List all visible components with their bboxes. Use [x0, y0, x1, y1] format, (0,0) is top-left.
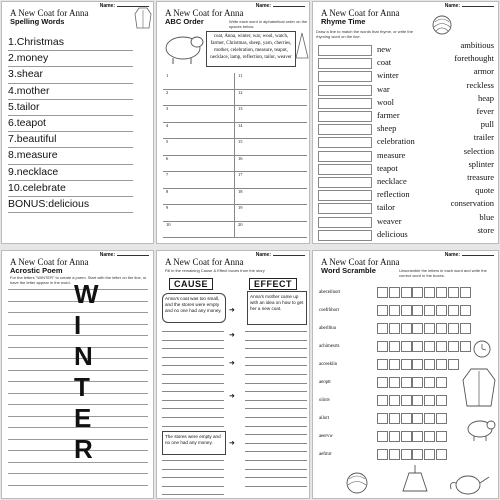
rhyme-left-word: farmer	[377, 110, 400, 120]
tree-icon	[295, 32, 309, 62]
rhyme-left-word: war	[377, 83, 390, 94]
rhyme-answer-box[interactable]	[318, 230, 372, 241]
rhyme-left-word: winter	[377, 70, 399, 81]
effect-line[interactable]	[245, 348, 307, 349]
row-number: 4	[163, 123, 235, 139]
row-number: 9	[163, 205, 235, 221]
spelling-word: 8.measure	[8, 148, 133, 164]
rhyme-right-word: conservation	[450, 198, 494, 209]
effect-line[interactable]	[245, 400, 307, 401]
scrambled-word: abeceilnort	[319, 290, 341, 295]
rhyme-answer-box[interactable]	[318, 71, 372, 82]
rhyme-right-word: forethought	[454, 53, 494, 64]
page-title: A New Coat for Anna	[321, 8, 400, 18]
effect-line[interactable]	[245, 417, 307, 418]
letter-box[interactable]	[389, 377, 400, 388]
row-number: 18	[238, 188, 243, 194]
letter-box[interactable]	[424, 413, 435, 424]
cause-line[interactable]	[162, 400, 224, 401]
row-number: 14	[238, 122, 243, 128]
letter-box[interactable]	[448, 359, 459, 370]
instructions: Fill in the remaining Cause & Effect boxes from the story	[165, 268, 265, 273]
arrow-icon: ➜	[229, 307, 235, 314]
row-number: 1	[163, 73, 235, 89]
instructions: Draw a line to match the words that rhyme, or write the rhyming word on the line.	[316, 29, 413, 39]
letter-box[interactable]	[436, 431, 447, 442]
rhyme-right-word: armor	[473, 66, 494, 77]
rhyme-left-word: teapot	[377, 162, 398, 173]
effect-box-1: Anna's mother came up with an idea on how to get her a new coat.	[247, 291, 307, 325]
writing-line[interactable]	[8, 473, 148, 474]
letter-box[interactable]	[377, 449, 388, 460]
letter-box[interactable]	[424, 449, 435, 460]
spelling-list	[8, 35, 133, 213]
rhyme-answer-box[interactable]	[318, 177, 372, 188]
letter-box[interactable]	[377, 305, 388, 316]
name-label: Name:	[445, 3, 494, 9]
rhyme-answer-box[interactable]	[318, 190, 372, 201]
row-number: 7	[163, 172, 235, 188]
cause-box-2: The stores were empty and no one had any money.	[162, 431, 226, 455]
letter-box[interactable]	[389, 413, 400, 424]
letter-box[interactable]	[436, 449, 447, 460]
scrambled-word: oiintv	[319, 398, 331, 403]
row-number: 12	[238, 89, 243, 95]
page-subtitle: ABC Order	[165, 17, 204, 26]
rhyme-left-word: sheep	[377, 123, 397, 134]
rhyme-left-word: reflection	[377, 189, 410, 200]
letter-box[interactable]	[436, 341, 447, 352]
name-label: Name:	[256, 252, 305, 258]
acrostic-page	[1, 250, 154, 499]
scrambled-word: achimesrts	[319, 344, 340, 349]
coat-icon	[134, 6, 152, 30]
arrow-icon: ➜	[229, 332, 235, 339]
spelling-word: 2.money	[8, 51, 133, 67]
rhyme-answer-box[interactable]	[318, 137, 372, 148]
rhyme-left-word: celebration	[377, 136, 415, 147]
effect-line[interactable]	[245, 451, 307, 452]
yarn-icon	[431, 14, 453, 36]
cause-line[interactable]	[162, 460, 224, 461]
letter-box[interactable]	[412, 413, 423, 424]
scrambled-word: aeoptt	[319, 380, 331, 385]
cause-line[interactable]	[162, 348, 224, 349]
answer-boxes	[377, 359, 460, 370]
row-number: 11	[238, 73, 243, 78]
letter-box[interactable]	[448, 323, 459, 334]
answer-boxes	[377, 305, 471, 316]
effect-line[interactable]	[245, 434, 307, 435]
rhyme-left-word: tailor	[377, 202, 395, 213]
scrambled-word: acceeklin	[319, 362, 338, 367]
cause-line[interactable]	[162, 469, 224, 470]
rhyme-right-word: reckless	[466, 79, 494, 90]
acrostic-letter: N	[74, 341, 93, 371]
effect-line[interactable]	[245, 374, 307, 375]
abc-order-page	[156, 1, 310, 244]
letter-box[interactable]	[401, 413, 412, 424]
page-subtitle: Rhyme Time	[321, 17, 366, 26]
answer-boxes	[377, 431, 448, 442]
cause-effect-page	[156, 250, 310, 499]
rhyme-left-word: new	[377, 44, 392, 54]
page-title: A New Coat for Anna	[165, 257, 244, 267]
letter-box[interactable]	[401, 305, 412, 316]
spelling-word: 1.Christmas	[8, 35, 133, 51]
letter-box[interactable]	[448, 305, 459, 316]
spelling-word: 9.necklace	[8, 165, 133, 181]
letter-box[interactable]	[424, 287, 435, 298]
rhyme-answer-box[interactable]	[318, 58, 372, 69]
letter-box[interactable]	[377, 323, 388, 334]
letter-box[interactable]	[436, 377, 447, 388]
effect-line[interactable]	[245, 340, 307, 341]
letter-box[interactable]	[377, 395, 388, 406]
page-title: A New Coat for Anna	[321, 257, 400, 267]
cause-line[interactable]	[162, 374, 224, 375]
rhyme-left-word: weaver	[377, 215, 402, 226]
row-number: 15	[238, 139, 243, 144]
effect-header: EFFECT	[249, 278, 297, 290]
row-number: 2	[163, 90, 235, 106]
rhyme-left-word: delicious	[377, 228, 408, 239]
letter-box[interactable]	[448, 341, 459, 352]
letter-box[interactable]	[412, 287, 423, 298]
letter-box[interactable]	[412, 449, 423, 460]
effect-line[interactable]	[245, 443, 307, 444]
letter-box[interactable]	[412, 305, 423, 316]
letter-box[interactable]	[460, 305, 471, 316]
answer-boxes	[377, 341, 471, 352]
letter-box[interactable]	[424, 395, 435, 406]
instructions: Write each word in alphabetical order on the spaces below.	[229, 19, 308, 29]
row-number: 6	[163, 156, 235, 172]
answer-boxes	[377, 287, 471, 298]
letter-box[interactable]	[424, 359, 435, 370]
answer-boxes	[377, 413, 448, 424]
letter-box[interactable]	[377, 413, 388, 424]
effect-line[interactable]	[245, 460, 307, 461]
rhyme-answer-box[interactable]	[318, 98, 372, 109]
rhyme-left-word: measure	[377, 149, 406, 160]
rhyme-right-word: blue	[479, 211, 494, 222]
rhyme-answer-box[interactable]	[318, 45, 372, 56]
rhyme-right-word: store	[477, 224, 494, 235]
letter-box[interactable]	[401, 377, 412, 388]
row-number: 10	[163, 222, 235, 238]
cause-line[interactable]	[162, 340, 224, 341]
effect-line[interactable]	[245, 469, 307, 470]
answer-boxes	[377, 323, 471, 334]
spelling-word: 7.beautiful	[8, 132, 133, 148]
letter-box[interactable]	[377, 287, 388, 298]
letter-box[interactable]	[436, 359, 447, 370]
cause-line[interactable]	[162, 417, 224, 418]
rhyme-right-word: ambitious	[460, 40, 494, 50]
letter-box[interactable]	[412, 395, 423, 406]
letter-box[interactable]	[436, 323, 447, 334]
effect-line[interactable]	[245, 426, 307, 427]
letter-box[interactable]	[412, 341, 423, 352]
writing-line[interactable]	[8, 485, 148, 486]
name-label: Name:	[445, 252, 494, 258]
rhyme-right-word: pull	[480, 119, 494, 130]
letter-box[interactable]	[436, 305, 447, 316]
acrostic-letter: W	[74, 279, 99, 309]
letter-box[interactable]	[401, 431, 412, 442]
scrambled-word: aefmrr	[319, 452, 332, 457]
effect-line[interactable]	[245, 365, 307, 366]
acrostic-letter: I	[74, 310, 82, 340]
sheep-icon	[161, 30, 205, 66]
word-bank: coat, Anna, winter, war, wool, watch, farmer, Christmas, sheep, yarn, cherries, mother, celebration, measure, teapot, necklace, lamp, reflection, tailor, weaver	[206, 31, 296, 67]
letter-box[interactable]	[424, 305, 435, 316]
letter-box[interactable]	[389, 305, 400, 316]
letter-box[interactable]	[424, 323, 435, 334]
abc-answer-grid	[163, 73, 307, 238]
rhyme-right-word: treasure	[467, 172, 494, 182]
effect-line[interactable]	[245, 408, 307, 409]
letter-box[interactable]	[389, 431, 400, 442]
rhyme-left-word: wool	[377, 96, 394, 107]
sheep-icon	[465, 416, 497, 442]
answer-boxes	[377, 395, 448, 406]
instructions: For the letters "WINTER" to create a poem. Start with the letter on the line, or have the letter appear in the word.	[10, 275, 147, 285]
scrambled-word: aberlltuu	[319, 326, 337, 331]
answer-boxes	[377, 449, 448, 460]
letter-box[interactable]	[401, 287, 412, 298]
row-number: 13	[238, 106, 243, 111]
cause-line[interactable]	[162, 391, 224, 392]
row-number: 20	[238, 221, 243, 227]
instructions: Unscramble the letters in each word and write the correct word in the boxes.	[399, 268, 487, 278]
cause-line[interactable]	[162, 357, 224, 358]
rhyme-answer-box[interactable]	[318, 151, 372, 162]
cause-line[interactable]	[162, 494, 224, 495]
arrow-icon: ➜	[229, 360, 235, 367]
letter-box[interactable]	[436, 413, 447, 424]
letter-box[interactable]	[401, 449, 412, 460]
letter-box[interactable]	[389, 449, 400, 460]
cause-line[interactable]	[162, 365, 224, 366]
spelling-word: 4.mother	[8, 84, 133, 100]
letter-box[interactable]	[401, 359, 412, 370]
rhyme-time-page	[312, 1, 499, 244]
rhyme-right-word: quote	[475, 185, 494, 196]
row-number: 8	[163, 189, 235, 205]
cause-line[interactable]	[162, 426, 224, 427]
arrow-icon: ➜	[229, 440, 235, 447]
row-number: 5	[163, 139, 235, 155]
letter-box[interactable]	[401, 323, 412, 334]
row-number: 16	[238, 155, 243, 161]
cause-line[interactable]	[162, 383, 224, 384]
rhyme-answer-box[interactable]	[318, 124, 372, 135]
cause-line[interactable]	[162, 477, 224, 478]
rhyme-answer-box[interactable]	[318, 164, 372, 175]
letter-box[interactable]	[460, 287, 471, 298]
letter-box[interactable]	[460, 323, 471, 334]
decorations-icon	[343, 461, 493, 497]
rhyme-right-word: trailer	[473, 132, 494, 143]
letter-box[interactable]	[424, 341, 435, 352]
acrostic-letter: R	[74, 434, 93, 464]
rhyme-right-word: splinter	[468, 158, 494, 169]
rhyme-left-word: coat	[377, 57, 392, 68]
letter-box[interactable]	[436, 395, 447, 406]
page-title: A New Coat for Anna	[10, 257, 89, 267]
effect-line[interactable]	[245, 391, 307, 392]
letter-box[interactable]	[377, 341, 388, 352]
effect-line[interactable]	[245, 383, 307, 384]
arrow-icon: ➜	[229, 393, 235, 400]
rhyme-left-word: necklace	[377, 176, 407, 186]
scrambled-word: aeervw	[319, 434, 333, 439]
coat-icon	[461, 366, 497, 408]
scrambled-word: coefrhhort	[319, 308, 339, 313]
scrambled-word: ailort	[319, 416, 330, 421]
letter-box[interactable]	[389, 359, 400, 370]
letter-box[interactable]	[412, 431, 423, 442]
cause-box-1: Anna's coat was too small, and the stores were empty and no one had any money.	[162, 293, 226, 323]
rhyme-right-word: selection	[463, 145, 494, 156]
page-subtitle: Spelling Words	[10, 17, 65, 26]
spelling-word: BONUS:delicious	[8, 197, 133, 213]
rhyme-answer-box[interactable]	[318, 203, 372, 214]
page-title: A New Coat for Anna	[165, 8, 244, 18]
row-number: 17	[238, 172, 243, 177]
letter-box[interactable]	[401, 395, 412, 406]
acrostic-letter: T	[74, 372, 90, 402]
cause-line[interactable]	[162, 408, 224, 409]
spelling-word: 3.shear	[8, 67, 133, 83]
acrostic-letter: E	[74, 403, 92, 433]
letter-box[interactable]	[412, 359, 423, 370]
effect-line[interactable]	[245, 486, 307, 487]
letter-box[interactable]	[389, 287, 400, 298]
spelling-word: 10.celebrate	[8, 181, 133, 197]
letter-box[interactable]	[377, 431, 388, 442]
page-title: A New Coat for Anna	[10, 8, 89, 18]
name-label: Name:	[100, 3, 149, 9]
word-scramble-page	[312, 250, 499, 499]
answer-boxes	[377, 377, 448, 388]
letter-box[interactable]	[389, 341, 400, 352]
rhyme-right-word: fever	[476, 106, 494, 116]
effect-line[interactable]	[245, 331, 307, 332]
letter-box[interactable]	[389, 395, 400, 406]
effect-line[interactable]	[245, 477, 307, 478]
rhyme-right-word: heap	[477, 92, 494, 103]
cause-line[interactable]	[162, 486, 224, 487]
letter-box[interactable]	[377, 359, 388, 370]
row-number: 19	[238, 205, 243, 210]
rhyme-answer-box[interactable]	[318, 111, 372, 122]
effect-line[interactable]	[245, 357, 307, 358]
rhyme-answer-box[interactable]	[318, 85, 372, 96]
letter-box[interactable]	[424, 431, 435, 442]
letter-box[interactable]	[448, 287, 459, 298]
letter-box[interactable]	[424, 377, 435, 388]
row-number: 3	[163, 106, 235, 122]
rhyme-answer-box[interactable]	[318, 217, 372, 228]
letter-box[interactable]	[401, 341, 412, 352]
letter-box[interactable]	[389, 323, 400, 334]
name-label: Name:	[256, 3, 305, 9]
watch-icon	[468, 336, 496, 362]
letter-box[interactable]	[412, 377, 423, 388]
letter-box[interactable]	[436, 287, 447, 298]
letter-box[interactable]	[377, 377, 388, 388]
spelling-word: 6.teapot	[8, 116, 133, 132]
spelling-word: 5.tailor	[8, 100, 133, 116]
cause-line[interactable]	[162, 331, 224, 332]
spelling-page	[1, 1, 154, 244]
page-subtitle: Acrostic Poem	[10, 266, 63, 275]
letter-box[interactable]	[412, 323, 423, 334]
page-subtitle: Word Scramble	[321, 266, 376, 275]
cause-header: CAUSE	[169, 278, 213, 290]
name-label: Name:	[100, 252, 149, 258]
